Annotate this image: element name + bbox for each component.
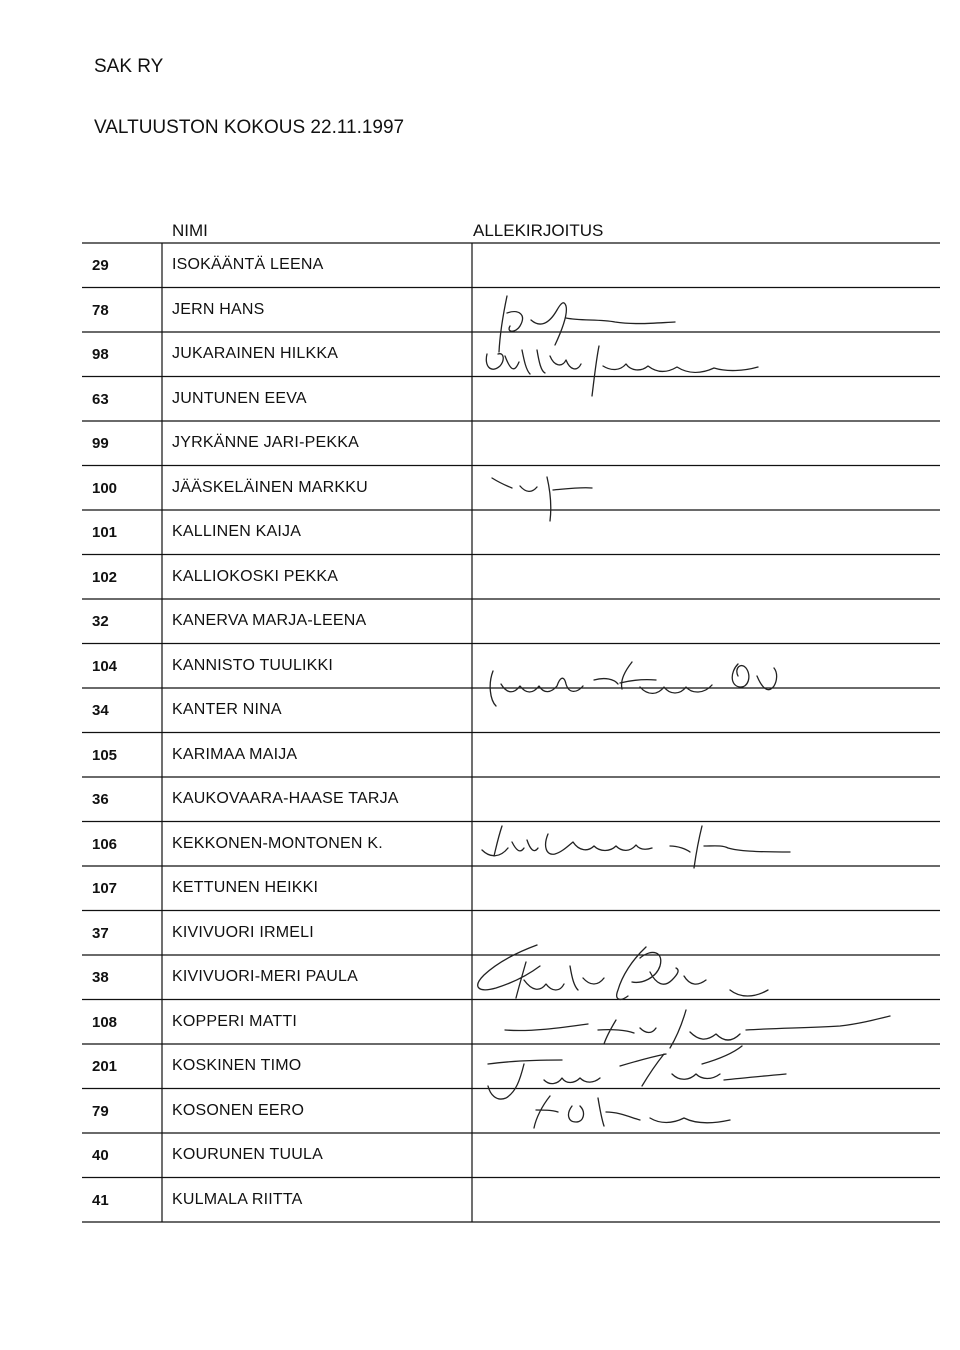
member-name: KAUKOVAARA-HAASE TARJA bbox=[172, 790, 399, 807]
signature-cell-signed bbox=[474, 957, 940, 997]
table-row bbox=[82, 822, 940, 866]
member-name: KULMALA RIITTA bbox=[172, 1190, 303, 1208]
member-number: 36 bbox=[92, 791, 109, 808]
table-row bbox=[82, 1089, 940, 1133]
signature-cell-empty bbox=[474, 1180, 940, 1220]
table-row bbox=[82, 510, 940, 554]
member-name: KARIMAA MAIJA bbox=[172, 745, 298, 763]
column-header-signature: ALLEKIRJOITUS bbox=[473, 221, 604, 240]
member-number: 108 bbox=[92, 1013, 118, 1031]
organization-name: SAK RY bbox=[94, 56, 164, 77]
member-number: 105 bbox=[92, 746, 118, 764]
member-number: 63 bbox=[92, 390, 109, 408]
member-number: 101 bbox=[92, 524, 118, 541]
table-row bbox=[82, 421, 940, 465]
signature-cell-empty bbox=[474, 601, 940, 641]
table-row bbox=[82, 733, 940, 777]
member-name: ISOKÄÄNTÄ LEENA bbox=[172, 256, 324, 273]
signature-cell-signed bbox=[474, 334, 940, 374]
table-row bbox=[82, 955, 940, 999]
member-name: KETTUNEN HEIKKI bbox=[172, 879, 319, 896]
signature-cell-empty bbox=[474, 779, 940, 819]
table-row bbox=[82, 777, 940, 821]
member-name: KANERVA MARJA-LEENA bbox=[172, 612, 367, 629]
member-number: 102 bbox=[92, 568, 118, 586]
signature-cell-empty bbox=[474, 690, 940, 730]
table-row bbox=[82, 1000, 940, 1044]
member-number: 37 bbox=[92, 924, 109, 942]
signature-cell-empty bbox=[474, 735, 940, 775]
signature-cell-signed bbox=[474, 290, 940, 330]
signature-cell-signed bbox=[474, 1091, 940, 1131]
member-name: JERN HANS bbox=[172, 300, 265, 318]
signature-cell-empty bbox=[474, 423, 940, 463]
member-name: JUKARAINEN HILKKA bbox=[172, 345, 339, 362]
signature-cell-empty bbox=[474, 379, 940, 419]
member-number: 32 bbox=[92, 613, 109, 630]
member-number: 104 bbox=[92, 657, 118, 675]
member-number: 40 bbox=[92, 1147, 109, 1164]
table-row bbox=[82, 911, 940, 955]
table-row bbox=[82, 866, 940, 910]
member-number: 107 bbox=[92, 880, 118, 897]
column-header-name: NIMI bbox=[172, 221, 208, 240]
member-name: KOSKINEN TIMO bbox=[172, 1057, 302, 1074]
member-name: KIVIVUORI-MERI PAULA bbox=[172, 968, 358, 985]
member-name: KALLINEN KAIJA bbox=[172, 523, 302, 540]
member-name: KANNISTO TUULIKKI bbox=[172, 656, 334, 674]
table-row bbox=[82, 644, 940, 688]
member-name: JYRKÄNNE JARI-PEKKA bbox=[172, 434, 359, 451]
member-number: 100 bbox=[92, 479, 118, 497]
member-number: 29 bbox=[92, 257, 109, 274]
signature-cell-signed bbox=[474, 512, 940, 552]
member-name: KANTER NINA bbox=[172, 701, 282, 718]
member-number: 79 bbox=[92, 1102, 109, 1120]
table-row bbox=[82, 1178, 940, 1222]
member-number: 78 bbox=[92, 301, 109, 319]
member-number: 201 bbox=[92, 1058, 118, 1075]
table-row bbox=[82, 332, 940, 376]
member-number: 41 bbox=[92, 1191, 109, 1209]
signature-cell-signed bbox=[474, 1046, 940, 1086]
signature-cell-empty bbox=[474, 557, 940, 597]
meeting-title: VALTUUSTON KOKOUS 22.11.1997 bbox=[94, 117, 405, 138]
table-row bbox=[82, 1133, 940, 1177]
table-row bbox=[82, 243, 940, 287]
member-name: JÄÄSKELÄINEN MARKKU bbox=[172, 478, 368, 496]
member-name: KOSONEN EERO bbox=[172, 1101, 305, 1119]
table-row bbox=[82, 599, 940, 643]
signature-cell-empty bbox=[474, 868, 940, 908]
signature-cell-signed bbox=[474, 1002, 940, 1042]
signature-cell-signed bbox=[474, 824, 940, 864]
signature-cell-empty bbox=[474, 1135, 940, 1175]
table-row bbox=[82, 555, 940, 599]
member-name: KOURUNEN TUULA bbox=[172, 1146, 323, 1163]
member-number: 106 bbox=[92, 835, 118, 853]
member-number: 98 bbox=[92, 346, 109, 363]
member-name: JUNTUNEN EEVA bbox=[172, 389, 307, 407]
member-number: 99 bbox=[92, 435, 109, 452]
signature-cell-empty bbox=[474, 245, 940, 285]
member-name: KIVIVUORI IRMELI bbox=[172, 923, 314, 941]
table-row bbox=[82, 688, 940, 732]
member-name: KALLIOKOSKI PEKKA bbox=[172, 567, 339, 585]
table-row bbox=[82, 1044, 940, 1088]
member-name: KOPPERI MATTI bbox=[172, 1012, 297, 1030]
member-number: 38 bbox=[92, 969, 109, 986]
table-row bbox=[82, 466, 940, 510]
table-row bbox=[82, 377, 940, 421]
signature-cell-empty bbox=[474, 468, 940, 508]
table-row bbox=[82, 288, 940, 332]
signature-cell-empty bbox=[474, 913, 940, 953]
signature-cell-signed bbox=[474, 646, 940, 686]
member-number: 34 bbox=[92, 702, 109, 719]
member-name: KEKKONEN-MONTONEN K. bbox=[172, 834, 383, 852]
